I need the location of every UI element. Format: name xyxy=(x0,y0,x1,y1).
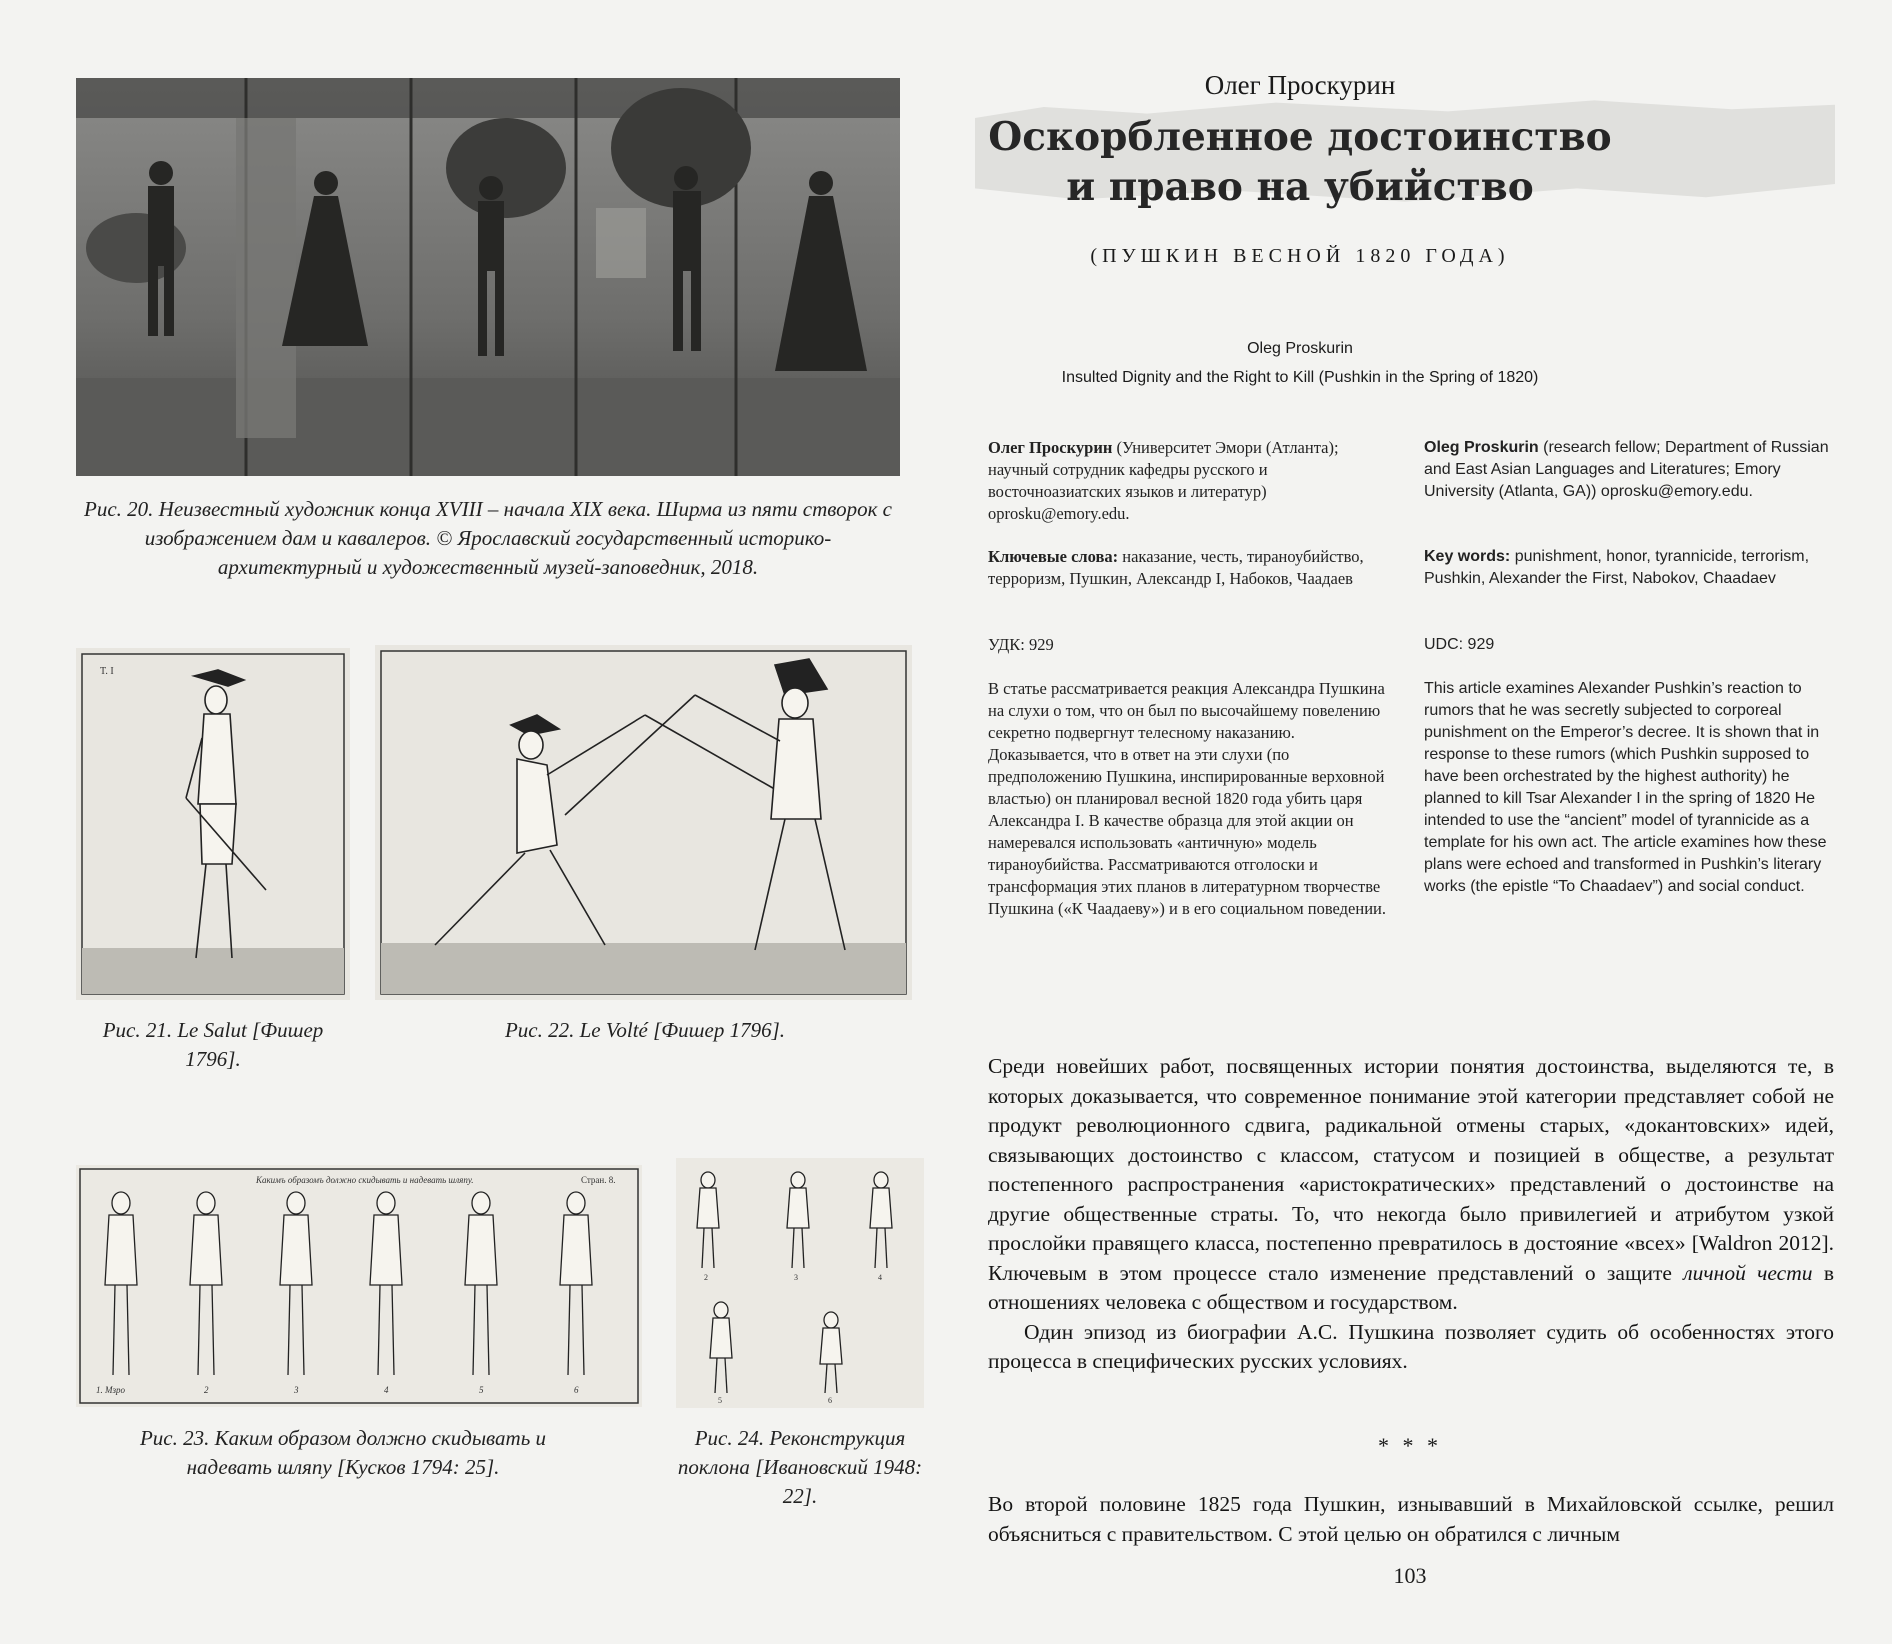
en-udc: UDC: 929 xyxy=(1424,636,1495,653)
body-paragraph-1-emphasis: личной чести xyxy=(1683,1260,1813,1285)
article-title xyxy=(960,112,1640,212)
fig23-num-4: 4 xyxy=(384,1385,389,1395)
article-title-line-2: и право на убийство xyxy=(1066,164,1534,210)
body-paragraph-2: Один эпизод из биографии А.С. Пушкина позволяет судить об особенностях этого процесса в специфических русских условиях. xyxy=(988,1319,1834,1373)
fig24-bow-drawings xyxy=(676,1158,924,1408)
fig24-num-2: 2 xyxy=(704,1273,708,1282)
figure-23-caption: Рис. 23. Каким образом должно скидывать и надевать шляпу [Кусков 1794: 25]. xyxy=(139,1426,546,1479)
fig24-num-5: 5 xyxy=(718,1396,722,1405)
ru-affiliation-name: Олег Проскурин xyxy=(988,438,1113,457)
ru-affiliation xyxy=(988,437,1386,525)
ru-keywords-label: Ключевые слова: xyxy=(988,547,1119,566)
article-body xyxy=(988,1052,1834,1377)
en-keywords-label: Key words: xyxy=(1424,548,1511,565)
figure-24-caption: Рис. 24. Реконструкция поклона [Ивановский 1948: 22]. xyxy=(677,1426,923,1508)
fig23-plate-corner: Стран. 8. xyxy=(581,1175,616,1185)
article-subtitle: (ПУШКИН ВЕСНОЙ 1820 ГОДА) xyxy=(1090,245,1510,267)
fig21-salut-engraving xyxy=(76,648,350,1000)
article-title-line-1: Оскорбленное достоинство xyxy=(988,114,1612,160)
figure-21-image xyxy=(76,648,350,1000)
en-keywords-text: punishment, honor, tyrannicide, terrorism, Pushkin, Alexander the First, Nabokov, Chaadaev xyxy=(1424,548,1810,587)
fig22-volte-engraving xyxy=(375,645,912,1000)
en-abstract: This article examines Alexander Pushkin’s reaction to rumors that he was secretly subjected to corporeal punishment on the Emperor’s decree. It is shown that in response to these rumors (which Pushkin supposed to have been orchestrated by the highest authority) he planned to kill Tsar Alexander I in the spring of 1820 He intended to use the “ancient” model of tyrannicide as a template for his own act. The article examines how these plans were echoed and transformed in Pushkin’s literary works (the epistle “To Chaadaev”) and social conduct. xyxy=(1424,680,1827,895)
ru-affiliation-text: (Университет Эмори (Атланта); научный сотрудник кафедры русского и восточноазиатских языков и литератур) oprosku@emory.edu. xyxy=(988,438,1339,523)
en-affiliation-name: Oleg Proskurin xyxy=(1424,439,1539,456)
english-title: Insulted Dignity and the Right to Kill (Pushkin in the Spring of 1820) xyxy=(1061,369,1539,386)
article-author: Олег Проскурин xyxy=(1204,70,1396,100)
ru-keywords-text: наказание, честь, тираноубийство, терроризм, Пушкин, Александр I, Набоков, Чаадаев xyxy=(988,547,1364,588)
ru-udc: УДК: 929 xyxy=(988,635,1054,654)
ru-keywords xyxy=(988,546,1386,590)
body-paragraph-1-start: Среди новейших работ, посвященных истории понятия достоинства, выделяются те, в которых доказывается, что современное понимание этой категории представляет собой не продукт революционного сдвига, радикальной отмены старых, «докантовских» идей, связывающих достоинство с классом, статусом и позицией в обществе, а результат постепенного распространения «аристократических» представлений о достоинстве на другие общественные страты. То, что некогда было привилегией и атрибутом узкой прослойки правящего класса, постепенно превратилось в достояние «всех» [Waldron 2012]. Ключевым в этом процессе стало изменение представлений о защите xyxy=(988,1054,1834,1285)
fig20-screen-illustration xyxy=(76,78,900,476)
fig24-num-4: 4 xyxy=(878,1273,882,1282)
figure-20-image xyxy=(76,78,900,476)
fig23-num-5: 5 xyxy=(479,1385,484,1395)
figure-23-image xyxy=(76,1165,642,1407)
fig23-num-6: 6 xyxy=(574,1385,579,1395)
figure-24-image xyxy=(676,1158,924,1408)
fig23-num-2: 2 xyxy=(204,1385,209,1395)
figure-20-caption: Рис. 20. Неизвестный художник конца XVIII – начала XIX века. Ширма из пяти створок с изображением дам и кавалеров. © Ярославский государственный историко-архитектурный и художественный музей-заповедник, 2018. xyxy=(84,497,892,579)
figure-21-caption: Рис. 21. Le Salut [Фишер 1796]. xyxy=(102,1018,324,1071)
fig23-num-3: 3 xyxy=(294,1385,299,1395)
fig23-plate-title: Какимъ образомъ должно скидывать и надевать шляпу. xyxy=(256,1175,474,1185)
ru-abstract: В статье рассматривается реакция Александра Пушкина на слухи о том, что он был по высочайшему повелению секретно подвергнут телесному наказанию. Доказывается, что в ответ на эти слухи (по предположению Пушкина, инспирированные верховной властью) он планировал весной 1820 года убить царя Александра I. В качестве образца для этой акции он намеревался использовать «античную» модель тираноубийства. Рассматриваются отголоски и трансформация этих планов в литературном творчестве Пушкина («К Чаадаеву») и в его социальном поведении. xyxy=(988,679,1386,918)
fig23-num-1: 1. Мзро xyxy=(96,1385,126,1395)
figure-22-image xyxy=(375,645,912,1000)
body-paragraph-3-container xyxy=(988,1490,1834,1549)
fig24-num-3: 3 xyxy=(794,1273,798,1282)
page-number: 103 xyxy=(1393,1563,1427,1588)
fig24-num-6: 6 xyxy=(828,1396,832,1405)
body-paragraph-1-end: в отношениях человека с обществом и государством. xyxy=(988,1260,1834,1314)
en-affiliation-text: (research fellow; Department of Russian and East Asian Languages and Literatures; Emory University (Atlanta, GA)) oprosku@emory.edu. xyxy=(1424,439,1829,500)
body-paragraph-3: Во второй половине 1825 года Пушкин, изнывавший в Михайловской ссылке, решил объясниться с правительством. С этой целью он обратился с личным xyxy=(988,1492,1834,1546)
english-author: Oleg Proskurin xyxy=(1247,340,1353,357)
section-separator: * * * xyxy=(1378,1433,1442,1458)
en-affiliation xyxy=(1424,437,1836,503)
body-paragraph-1 xyxy=(988,1052,1834,1318)
fig23-hats-engraving xyxy=(76,1165,642,1407)
en-keywords xyxy=(1424,546,1836,590)
figure-22-caption: Рис. 22. Le Volté [Фишер 1796]. xyxy=(504,1018,786,1042)
fig21-plate-mark: T. I xyxy=(100,666,114,677)
